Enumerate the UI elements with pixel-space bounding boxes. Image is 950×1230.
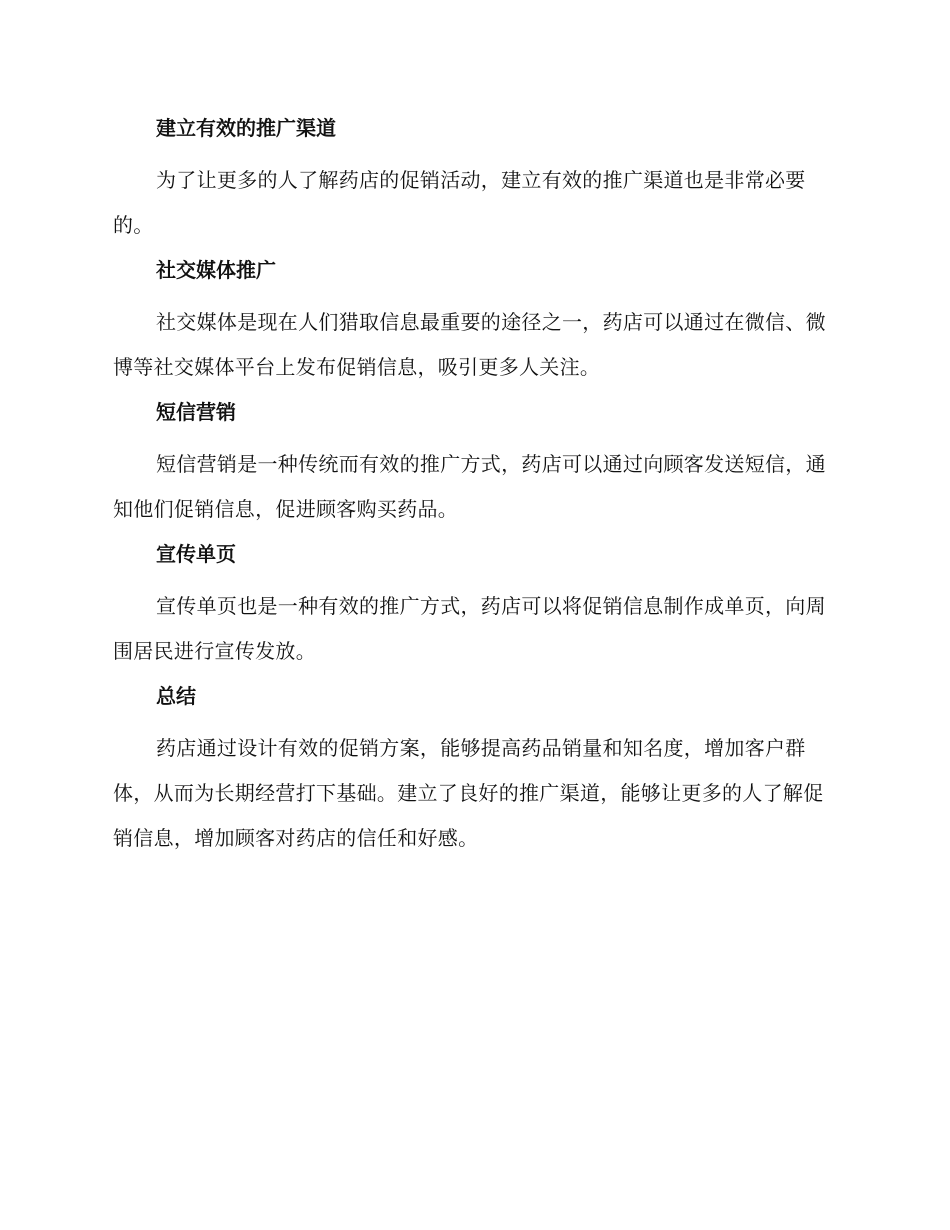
section-social-media bbox=[113, 254, 835, 390]
document-page bbox=[113, 112, 835, 867]
section-heading: 总结 bbox=[156, 684, 196, 708]
section-paragraph: 短信营销是一种传统而有效的推广方式，药店可以通过向顾客发送短信，通知他们促销信息，促进顾客购买药品。 bbox=[113, 452, 826, 521]
section-heading: 宣传单页 bbox=[156, 542, 236, 566]
section-paragraph: 社交媒体是现在人们猎取信息最重要的途径之一，药店可以通过在微信、微博等社交媒体平台上发布促销信息，吸引更多人关注。 bbox=[113, 310, 826, 379]
section-paragraph: 宣传单页也是一种有效的推广方式，药店可以将促销信息制作成单页，向周围居民进行宣传发放。 bbox=[113, 594, 826, 663]
section-flyers bbox=[113, 538, 835, 674]
section-summary bbox=[113, 680, 835, 861]
section-paragraph: 为了让更多的人了解药店的促销活动，建立有效的推广渠道也是非常必要的。 bbox=[113, 168, 806, 237]
section-heading: 社交媒体推广 bbox=[156, 258, 276, 282]
section-heading: 建立有效的推广渠道 bbox=[156, 116, 336, 140]
section-heading: 短信营销 bbox=[156, 400, 236, 424]
section-sms-marketing bbox=[113, 396, 835, 532]
section-promotion-channels bbox=[113, 112, 835, 248]
section-paragraph: 药店通过设计有效的促销方案，能够提高药品销量和知名度，增加客户群体，从而为长期经营打下基础。建立了良好的推广渠道，能够让更多的人了解促销信息，增加顾客对药店的信任和好感。 bbox=[113, 736, 824, 850]
